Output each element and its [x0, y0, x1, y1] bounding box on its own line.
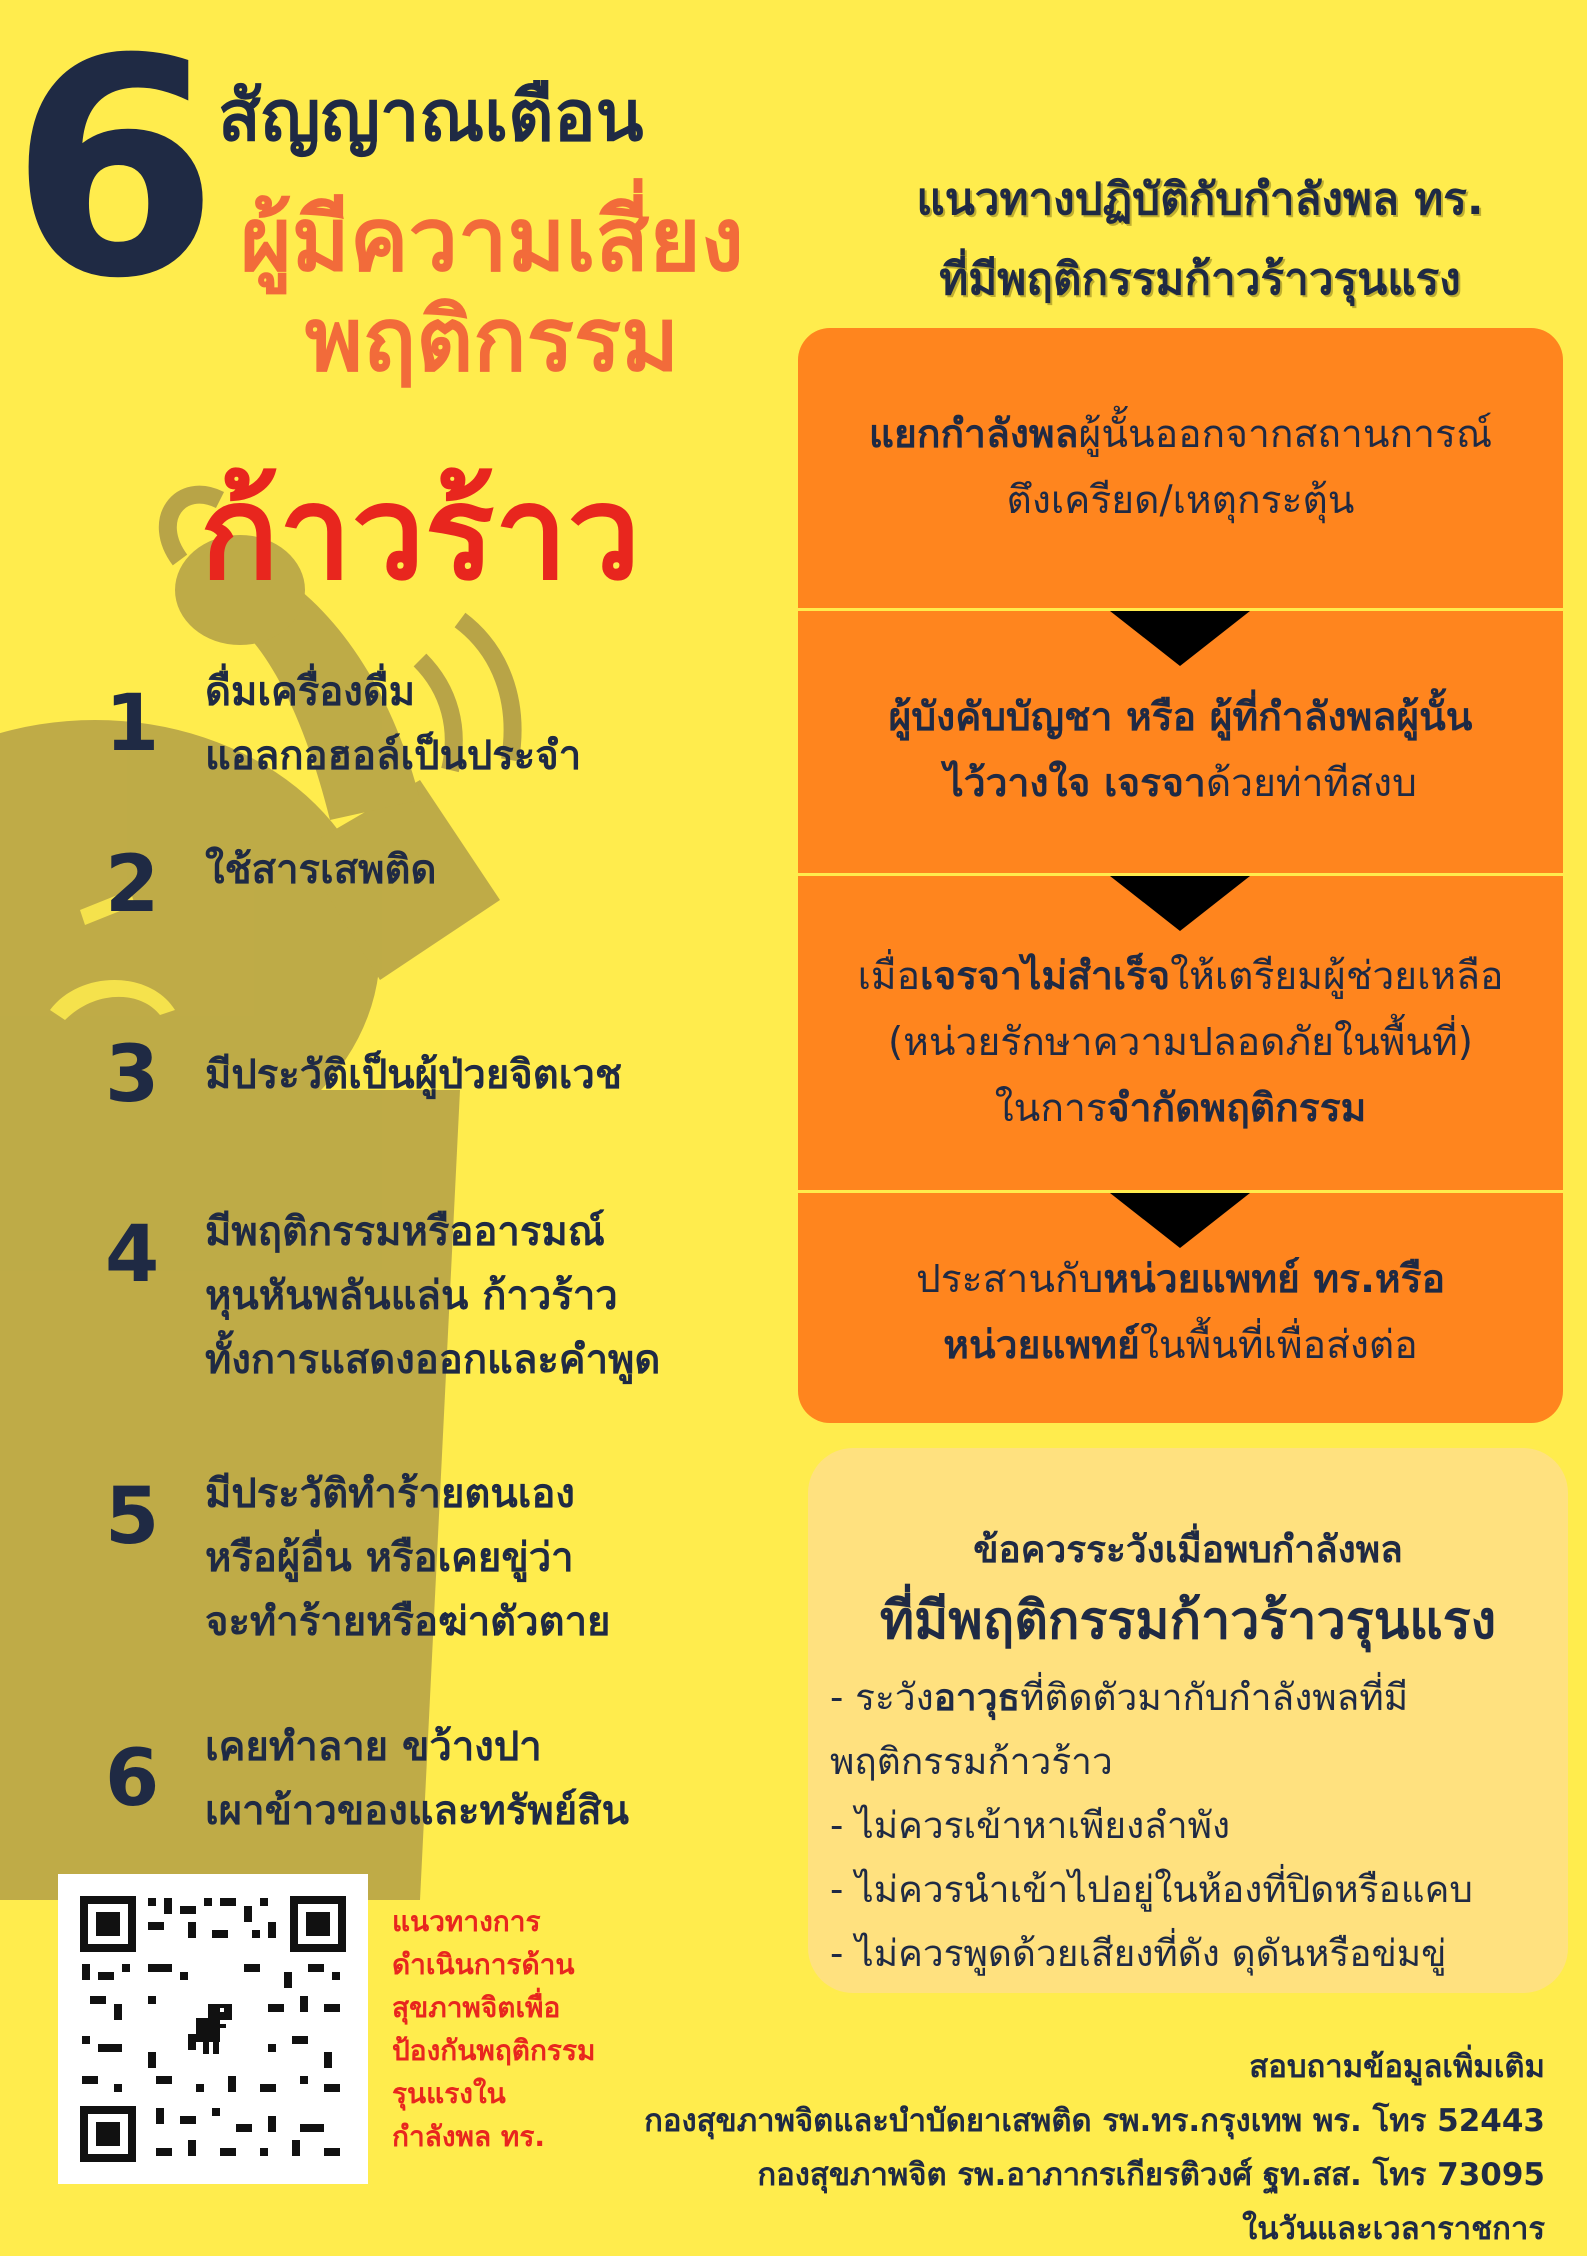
- step-bold: เจรจาไม่สำเร็จ: [920, 954, 1171, 999]
- guideline-flow-panel: [798, 328, 1563, 1423]
- sign-line: มีประวัติทำร้ายตนเอง: [205, 1471, 575, 1517]
- qr-caption-line: รุนแรงใน: [392, 2077, 506, 2110]
- qr-caption-line: ดำเนินการด้าน: [392, 1948, 575, 1981]
- qr-caption-line: สุขภาพจิตเพื่อ: [392, 1991, 561, 2024]
- sign-number: 2: [105, 840, 160, 930]
- step-text: ด้วยท่าทีสงบ: [1205, 760, 1417, 806]
- sign-line: มีประวัติเป็นผู้ป่วยจิตเวช: [205, 1052, 622, 1098]
- sign-line: หุนหันพลันแล่น ก้าวร้าว: [205, 1273, 618, 1319]
- step-bold: แยกกำลังพล: [868, 412, 1079, 457]
- sign-number: 4: [105, 1210, 160, 1300]
- sign-line: จะทำร้ายหรือฆ่าตัวตาย: [205, 1599, 611, 1645]
- sign-item-2: [105, 840, 785, 930]
- sign-number: 6: [105, 1734, 160, 1824]
- sign-item-4: [105, 1200, 785, 1392]
- sign-text: [205, 1715, 629, 1843]
- step-text: ผู้นั้นออกจากสถานการณ์: [1078, 412, 1493, 457]
- step-text: ในพื้นที่เพื่อส่งต่อ: [1139, 1323, 1418, 1368]
- contact-hours: ในวันและเวลาราชการ: [1242, 2211, 1545, 2247]
- caution-list: [830, 1666, 1550, 1986]
- sign-item-3: [105, 1030, 785, 1120]
- caution-item-4: - ไม่ควรพูดด้วยเสียงที่ดัง ดุดันหรือข่มขู่: [830, 1932, 1447, 1975]
- sign-number: 3: [105, 1030, 160, 1120]
- big-number-six: 6: [10, 0, 219, 344]
- sign-text: [205, 1043, 622, 1107]
- step-bold: ไว้วางใจ เจรจา: [944, 760, 1206, 806]
- title-risk-line2: พฤติกรรม: [304, 288, 680, 391]
- qr-code-image: [58, 1874, 368, 2184]
- step-text: ประสานกับ: [915, 1257, 1104, 1302]
- title-aggressive: ก้าวร้าว: [200, 457, 641, 609]
- caution-item-3: - ไม่ควรนำเข้าไปอยู่ในห้องที่ปิดหรือแคบ: [830, 1868, 1473, 1911]
- step-3: [798, 898, 1563, 1188]
- sign-line: แอลกอฮอล์เป็นประจำ: [205, 733, 582, 779]
- title-risk-line1: ผู้มีความเสี่ยง: [240, 188, 744, 291]
- sign-item-1: [105, 660, 785, 788]
- sign-number: 1: [105, 679, 160, 769]
- caution-box: [808, 1448, 1568, 1993]
- sign-line: เคยทำลาย ขว้างปา: [205, 1724, 542, 1770]
- sign-line: ทั้งการแสดงออกและคำพูด: [205, 1337, 661, 1383]
- sign-item-5: [105, 1462, 785, 1654]
- qr-caption-line: แนวทางการ: [392, 1905, 541, 1938]
- sign-line: มีพฤติกรรมหรืออารมณ์: [205, 1209, 605, 1255]
- step-bold: ผู้บังคับบัญชา หรือ ผู้ที่กำลังพลผู้นั้น: [888, 694, 1473, 740]
- step-text: ตึงเครียด/เหตุกระตุ้น: [1006, 478, 1355, 523]
- caution-text: ที่ติดตัวมากับกำลังพลที่มี: [1020, 1676, 1409, 1719]
- caution-bold: อาวุธ: [933, 1676, 1021, 1719]
- sign-number: 5: [105, 1472, 160, 1562]
- step-bold: หน่วยแพทย์ ทร.หรือ: [1103, 1257, 1446, 1302]
- step-1: [798, 328, 1563, 608]
- caution-text: - ระวัง: [830, 1676, 934, 1719]
- caution-title-line2: ที่มีพฤติกรรมก้าวร้าวรุนแรง: [879, 1591, 1497, 1651]
- title-risk-behaviour: [212, 190, 772, 390]
- caution-item-1-cont: พฤติกรรมก้าวร้าว: [830, 1740, 1113, 1783]
- sign-line: ใช้สารเสพติด: [205, 847, 437, 893]
- step-bold: หน่วยแพทย์: [943, 1323, 1140, 1368]
- guideline-title: [820, 160, 1580, 320]
- step-text: ให้เตรียมผู้ช่วยเหลือ: [1170, 954, 1504, 999]
- step-text: เมื่อ: [857, 954, 921, 999]
- sign-text: [205, 1200, 660, 1392]
- sign-text: [205, 660, 581, 788]
- step-2: [798, 628, 1563, 873]
- contact-info: [644, 2040, 1545, 2256]
- sign-line: หรือผู้อื่น หรือเคยขู่ว่า: [205, 1535, 574, 1581]
- step-text: (หน่วยรักษาความปลอดภัยในพื้นที่): [887, 1020, 1474, 1065]
- caution-title-line1: ข้อควรระวังเมื่อพบกำลังพล: [973, 1528, 1403, 1571]
- contact-line-sattahip: กองสุขภาพจิต รพ.อาภากรเกียรติวงศ์ ฐท.สส. โทร 73095: [757, 2157, 1545, 2193]
- sign-line: ดื่มเครื่องดื่ม: [205, 669, 416, 715]
- caution-item-2: - ไม่ควรเข้าหาเพียงลำพัง: [830, 1804, 1231, 1847]
- step-bold: จำกัดพฤติกรรม: [1106, 1086, 1367, 1131]
- qr-caption: [392, 1900, 642, 2158]
- sign-text: [205, 847, 437, 902]
- contact-heading: สอบถามข้อมูลเพิ่มเติม: [1249, 2049, 1545, 2085]
- step-text: ในการ: [994, 1086, 1107, 1131]
- step-4: [798, 1208, 1563, 1418]
- caution-item-1: [830, 1666, 1550, 1730]
- qr-code[interactable]: [58, 1874, 368, 2184]
- guideline-title-line2: ที่มีพฤติกรรมก้าวร้าวรุนแรง: [939, 254, 1461, 305]
- contact-line-bangkok: กองสุขภาพจิตและบำบัดยาเสพติด รพ.ทร.กรุงเทพ พร. โทร 52443: [644, 2103, 1545, 2139]
- sign-text: [205, 1462, 610, 1654]
- title-warning-signs: สัญญาณเตือน: [218, 75, 644, 157]
- qr-caption-line: กำลังพล ทร.: [392, 2120, 546, 2153]
- qr-caption-line: ป้องกันพฤติกรรม: [392, 2034, 596, 2067]
- guideline-title-line1: แนวทางปฏิบัติกับกำลังพล ทร.: [916, 174, 1484, 225]
- sign-line: เผาข้าวของและทรัพย์สิน: [205, 1788, 629, 1834]
- sign-item-6: [105, 1715, 785, 1843]
